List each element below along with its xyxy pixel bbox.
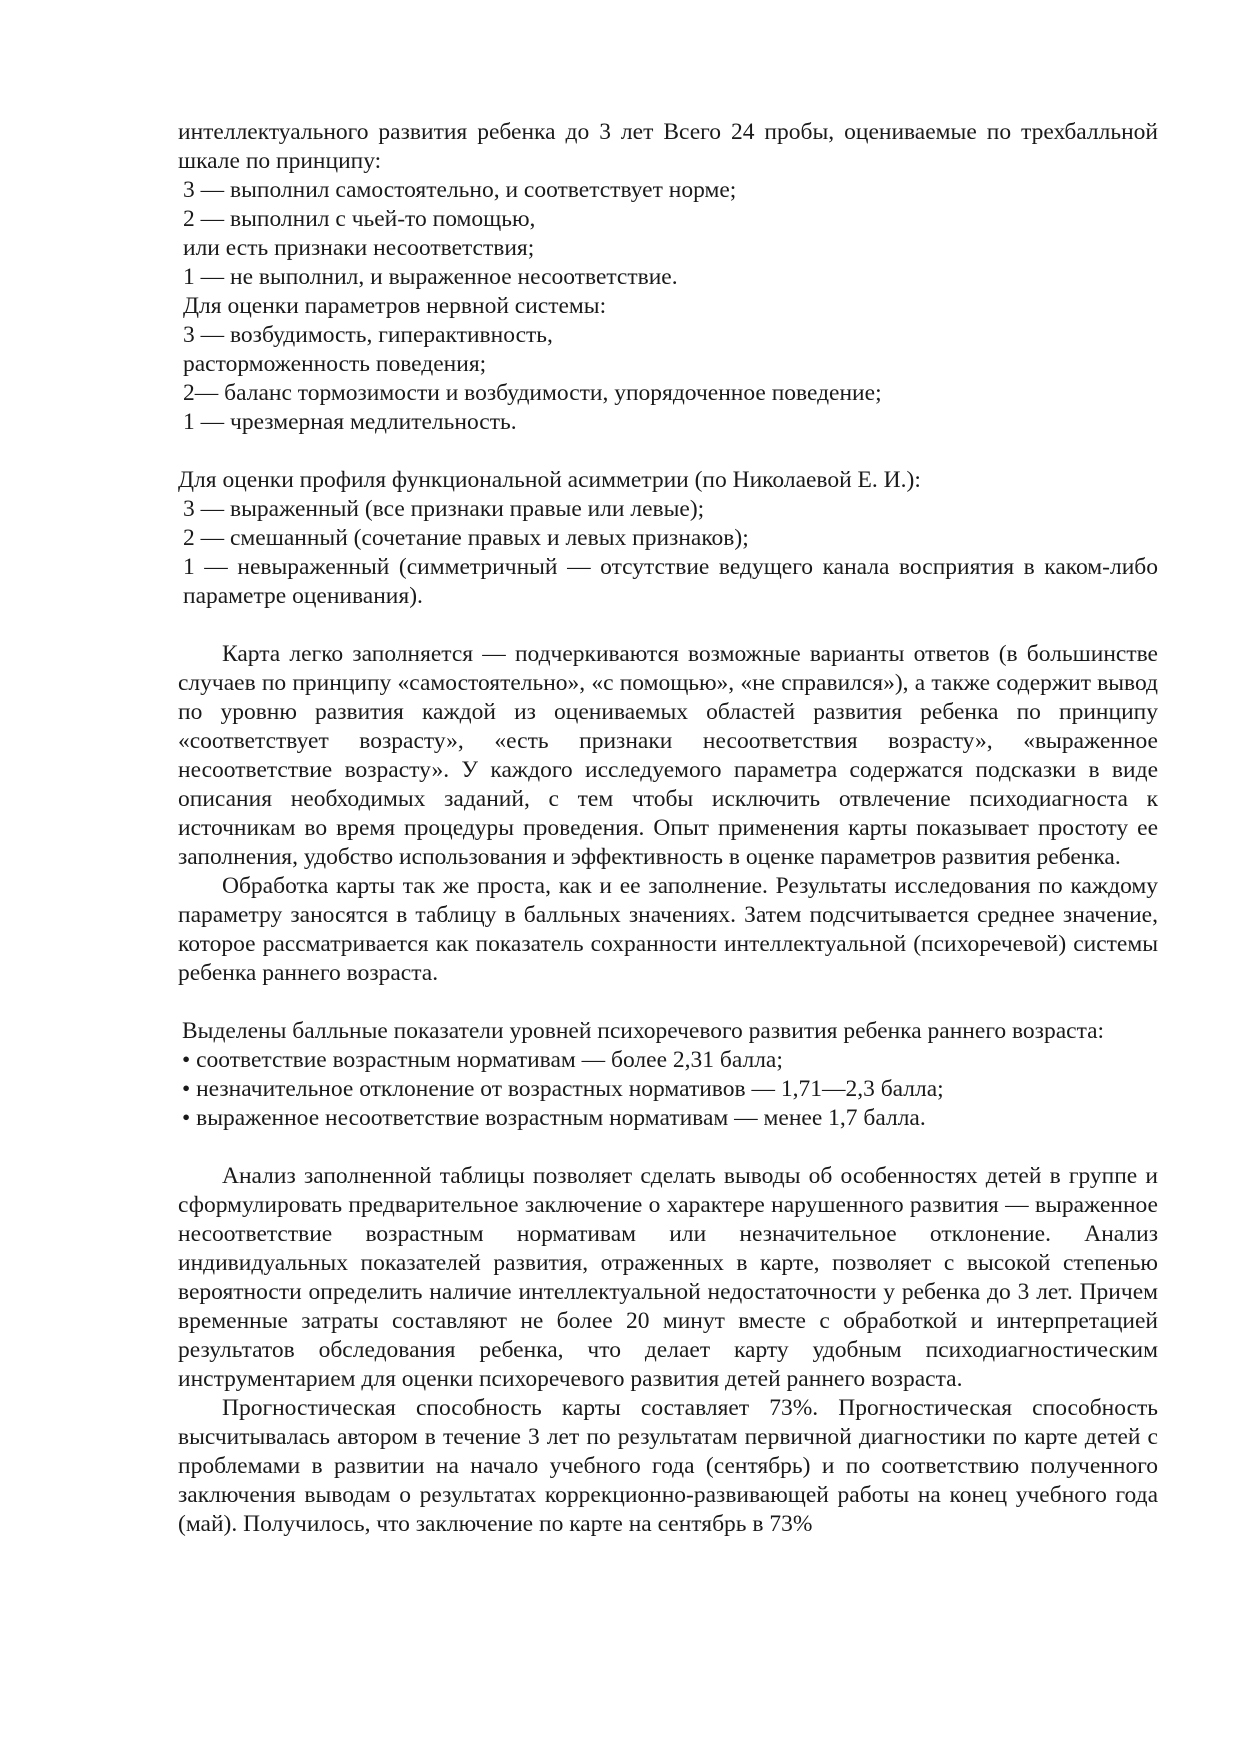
processing-paragraph: Обработка карты так же проста, как и ее заполнение. Результаты исследования по каждому параметру заносятся в таблицу в балльных значениях. Затем подсчитывается среднее значение, которое рассматривается как показатель сохранности интеллектуальной (психоречевой) системы ребенка раннего возраста. (178, 873, 1158, 986)
scale-item-2-cont: или есть признаки несоответствия; (183, 235, 535, 261)
nervous-item-3-cont: расторможенность поведения; (183, 351, 487, 377)
intro-paragraph: интеллектуального развития ребенка до 3 лет Всего 24 пробы, оцениваемые по трехбалльной шкале по принципу: (178, 119, 1158, 174)
level-item-normal: • соответствие возрастным нормативам — более 2,31 балла; (182, 1047, 783, 1073)
spacer (178, 437, 1158, 466)
spacer (178, 1133, 1158, 1162)
nervous-heading: Для оценки параметров нервной системы: (183, 293, 607, 319)
nervous-item-2: 2— баланс тормозимости и возбудимости, упорядоченное поведение; (183, 380, 882, 406)
levels-heading: Выделены балльные показатели уровней психоречевого развития ребенка раннего возраста: (182, 1018, 1105, 1044)
asymmetry-item-3: 3 — выраженный (все признаки правые или левые); (183, 496, 705, 522)
document-page (178, 118, 1158, 1539)
scale-item-3: 3 — выполнил самостоятельно, и соответствует норме; (183, 177, 737, 203)
asymmetry-heading: Для оценки профиля функциональной асимметрии (по Николаевой Е. И.): (178, 467, 921, 493)
level-item-minor: • незначительное отклонение от возрастных нормативов — 1,71—2,3 балла; (182, 1076, 944, 1102)
nervous-item-3: 3 — возбудимость, гиперактивность, (183, 322, 553, 348)
prognostic-paragraph: Прогностическая способность карты составляет 73%. Прогностическая способность высчитывалась автором в течение 3 лет по результатам первичной диагностики по карте детей с проблемами в развитии на начало учебного года (сентябрь) и по соответствию полученного заключения выводам о результатах коррекционно-развивающей работы на конец учебного года (май). Получилось, что заключение по карте на сентябрь в 73% (178, 1395, 1158, 1537)
level-item-severe: • выраженное несоответствие возрастным нормативам — менее 1,7 балла. (182, 1105, 926, 1131)
spacer (178, 988, 1158, 1017)
spacer (178, 611, 1158, 640)
analysis-paragraph: Анализ заполненной таблицы позволяет сделать выводы об особенностях детей в группе и сформулировать предварительное заключение о характере нарушенного развития — выраженное несоответствие возрастным нормативам или незначительное отклонение. Анализ индивидуальных показателей развития, отраженных в карте, позволяет с высокой степенью вероятности определить наличие интеллектуальной недостаточности у ребенка до 3 лет. Причем временные затраты составляют не более 20 минут вместе с обработкой и интерпретацией результатов обследования ребенка, что делает карту удобным психодиагностическим инструментарием для оценки психоречевого развития детей раннего возраста. (178, 1163, 1158, 1392)
asymmetry-item-2: 2 — смешанный (сочетание правых и левых признаков); (183, 525, 749, 551)
asymmetry-item-1: 1 — невыраженный (симметричный — отсутствие ведущего канала восприятия в каком-либо параметре оценивания). (183, 554, 1158, 609)
nervous-item-1: 1 — чрезмерная медлительность. (183, 409, 517, 435)
scale-item-2: 2 — выполнил с чьей-то помощью, (183, 206, 536, 232)
scale-item-1: 1 — не выполнил, и выраженное несоответствие. (183, 264, 678, 290)
card-paragraph: Карта легко заполняется — подчеркиваются возможные варианты ответов (в большинстве случаев по принципу «самостоятельно», «с помощью», «не справился»), а также содержит вывод по уровню развития каждой из оцениваемых областей развития ребенка по принципу «соответствует возрасту», «есть признаки несоответствия возрасту», «выраженное несоответствие возрасту». У каждого исследуемого параметра содержатся подсказки в виде описания необходимых заданий, с тем чтобы исключить отвлечение психодиагноста к источникам во время процедуры проведения. Опыт применения карты показывает простоту ее заполнения, удобство использования и эффективность в оценке параметров развития ребенка. (178, 641, 1158, 870)
